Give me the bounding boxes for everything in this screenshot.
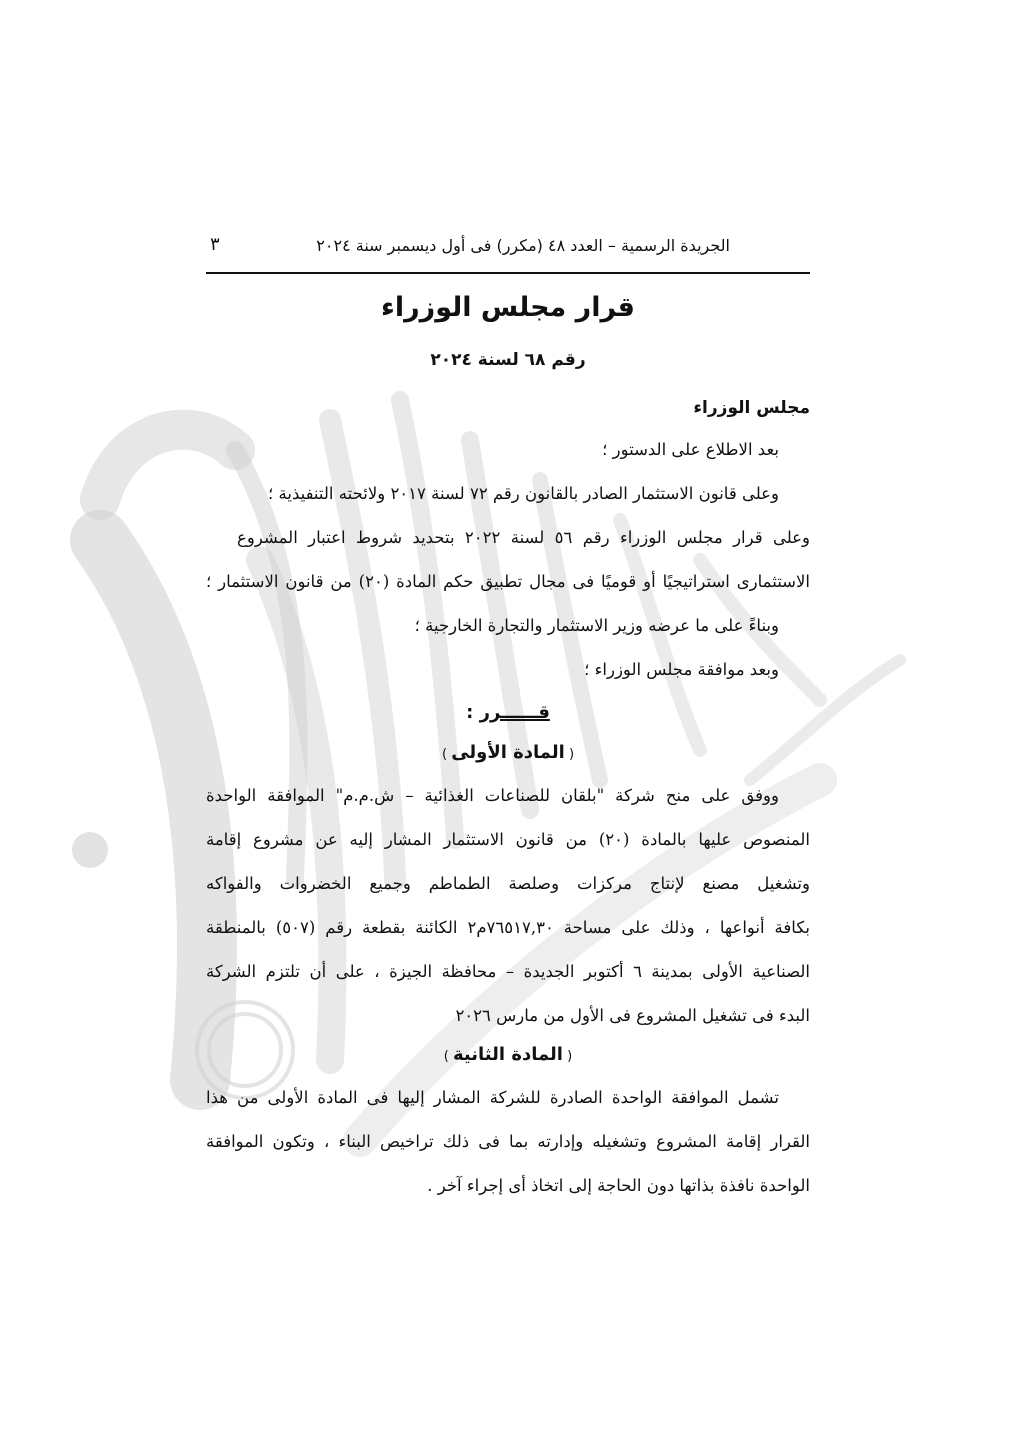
article-2-title: المادة الثانية <box>453 1044 563 1065</box>
decided-word: قــــــرر <box>479 702 550 723</box>
issuer-label: مجلس الوزراء <box>693 398 810 418</box>
article-1-heading <box>206 742 810 763</box>
article-1-title: المادة الأولى <box>451 742 565 763</box>
preamble-line: وعلى قانون الاستثمار الصادر بالقانون رقم ٧٢ لسنة ٢٠١٧ ولائحته التنفيذية ؛ <box>268 484 779 503</box>
article-1-line: وتشغيل مصنع لإنتاج مركزات وصلصة الطماطم وجميع الخضروات والفواكه <box>206 874 810 893</box>
preamble-line: وبعد موافقة مجلس الوزراء ؛ <box>584 660 779 679</box>
header-rule <box>206 272 810 274</box>
article-2-line: تشمل الموافقة الواحدة الصادرة للشركة المشار إليها فى المادة الأولى من هذا <box>206 1088 779 1107</box>
article-2-line: القرار إقامة المشروع وتشغيله وإدارته بما فى ذلك تراخيص البناء ، وتكون الموافقة <box>206 1132 810 1151</box>
article-1-line: المنصوص عليها بالمادة (٢٠) من قانون الاستثمار المشار إليه عن مشروع إقامة <box>206 830 810 849</box>
page-number: ٣ <box>210 234 220 255</box>
preamble-line: الاستثمارى استراتيجيًا أو قوميًا فى مجال تطبيق حكم المادة (٢٠) من قانون الاستثمار ؛ <box>206 572 810 591</box>
preamble-line: وعلى قرار مجلس الوزراء رقم ٥٦ لسنة ٢٠٢٢ بتحديد شروط اعتبار المشروع <box>237 528 810 547</box>
decree-number: رقم ٦٨ لسنة ٢٠٢٤ <box>430 350 586 370</box>
article-2-line: الواحدة نافذة بذاتها دون الحاجة إلى اتخاذ أى إجراء آخر . <box>427 1176 810 1195</box>
article-1-line: بكافة أنواعها ، وذلك على مساحة ٧٦٥١٧,٣٠م٢ الكائنة بقطعة رقم (٥٠٧) بالمنطقة <box>206 918 811 937</box>
decree-title: قرار مجلس الوزراء <box>381 292 635 323</box>
preamble-line: وبناءً على ما عرضه وزير الاستثمار والتجارة الخارجية ؛ <box>414 616 779 635</box>
paren-close: ) <box>441 747 452 762</box>
decided-colon: : <box>466 702 480 723</box>
article-1-line: البدء فى تشغيل المشروع فى الأول من مارس ٢٠٢٦ <box>455 1006 810 1025</box>
page-header <box>206 234 810 264</box>
paren-open: ( <box>564 747 575 762</box>
preamble-line: بعد الاطلاع على الدستور ؛ <box>602 440 779 459</box>
decided-heading <box>206 702 810 723</box>
paren-close: ) <box>443 1049 454 1064</box>
article-1-line: ووفق على منح شركة "بلقان للصناعات الغذائية – ش.م.م" الموافقة الواحدة <box>206 786 779 805</box>
article-1-line: الصناعية الأولى بمدينة ٦ أكتوبر الجديدة – محافظة الجيزة ، على أن تلتزم الشركة <box>206 962 810 981</box>
paren-open: ( <box>562 1049 573 1064</box>
running-title: الجريدة الرسمية – العدد ٤٨ (مكرر) فى أول ديسمبر سنة ٢٠٢٤ <box>316 236 730 255</box>
article-2-heading <box>206 1044 810 1065</box>
